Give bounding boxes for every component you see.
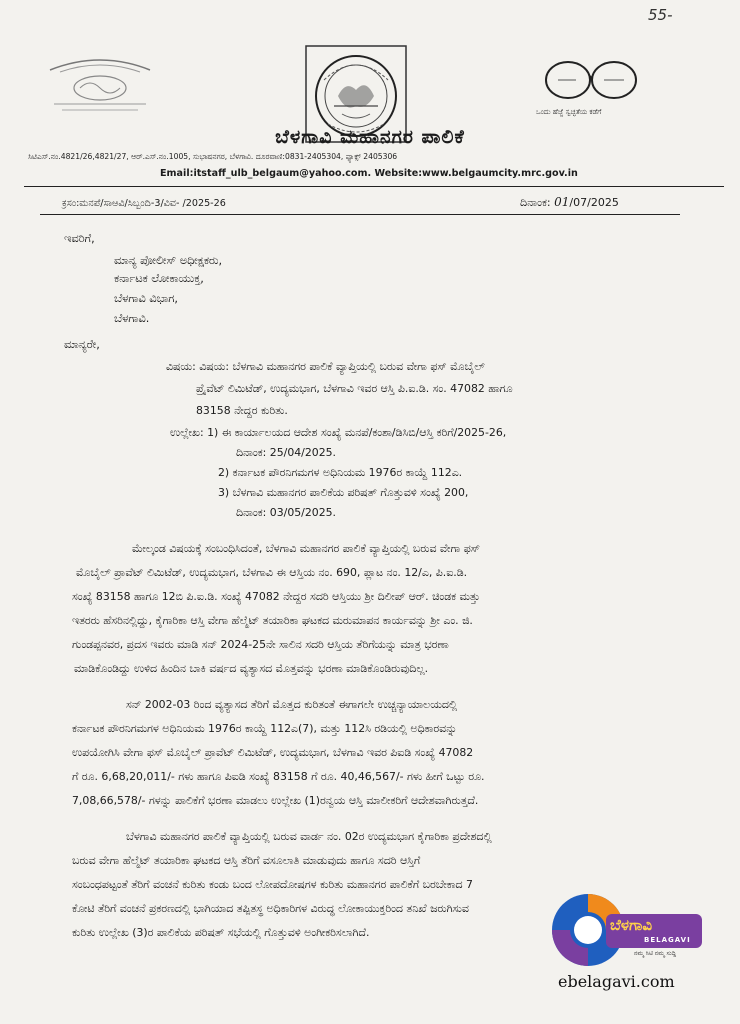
- emblem-caption: ಒಂದು ಹೆಜ್ಜೆ ಸ್ವಚ್ಛತೆಯ ಕಡೆಗೆ: [536, 108, 602, 116]
- date-month-year: /07/2025: [569, 196, 619, 209]
- office-title: ಬೆಳಗಾವಿ ಮಹಾನಗರ ಪಾಲಿಕೆ: [275, 126, 465, 148]
- para1-line: ಮೊಬೈಲ್ ಪ್ರಾವೆಟ್ ಲಿಮಿಟೆಡ್, ಉದ್ಯಮಭಾಗ, ಬೆಳಗಾವಿ ಈ ಆಸ್ತಿಯ ನಂ. 690, ಪ್ಲಾಟ ನಂ. 12/ಎ, ಪಿ.ಐ.ಡಿ.: [76, 566, 468, 579]
- para1-line: ಗುಂಡಪ್ಪನವರ, ಪ್ರದಸ ಇವರು ಮಾಡಿ ಸನ್ 2024-25ನೇ ಸಾಲಿನ ಸದರಿ ಆಸ್ತಿಯ ತೆರಿಗೆಯನ್ನು ಮಾತ್ರ ಭರಣಾ: [72, 638, 449, 651]
- to-label: ಇವರಿಗೆ,: [64, 232, 95, 245]
- para1-line: ಇತರರು ಹೆಸರಿನಲ್ಲಿದ್ದು, ಕೈಗಾರಿಕಾ ಆಸ್ತಿ ವೇಗಾ ಹೆಲ್ಮೆಟ್ ತಯಾರಿಕಾ ಘಟಕದ ಮರುಮಾಪನ ಕಾರ್ಯವನ್ನು ಶ್ರೀ ಎಂ. ಜಿ.: [72, 614, 473, 627]
- margin-scrawl: 55-: [648, 6, 673, 24]
- date-label: ದಿನಾಂಕ:: [520, 196, 551, 209]
- addressee-line: ಬೆಳಗಾವಿ ವಿಭಾಗ,: [114, 292, 178, 305]
- subject-line: ಪ್ರೈವೆಟ್ ಲಿಮಿಟೆಡ್, ಉದ್ಯಮಭಾಗ, ಬೆಳಗಾವಿ ಇವರ ಆಸ್ತಿ ಪಿ.ಐ.ಡಿ. ಸಂ. 47082 ಹಾಗೂ: [196, 382, 513, 395]
- para3-line: ಬೆಳಗಾವಿ ಮಹಾನಗರ ಪಾಲಿಕೆ ವ್ಯಾಪ್ತಿಯಲ್ಲಿ ಬರುವ ವಾರ್ಡ ನಂ. 02ರ ಉದ್ಯಮಭಾಗ ಕೈಗಾರಿಕಾ ಪ್ರದೇಶದಲ್ಲಿ: [126, 830, 492, 843]
- para1-line: ಸಂಖ್ಯೆ 83158 ಹಾಗೂ 12ಬಿ ಪಿ.ಐ.ಡಿ. ಸಂಖ್ಯೆ 47082 ನೇದ್ದರ ಸದರಿ ಆಸ್ತಿಯು ಶ್ರೀ ದಿಲೀಪ್ ಆರ್. ಚಿಂಡಕ ಮತ್ತು: [72, 590, 481, 603]
- para2-line: ಕರ್ನಾಟಕ ಪೌರನಿಗಮಗಳ ಅಧಿನಿಯಮ 1976ರ ಕಾಯ್ದೆ 112ಎ(7), ಮತ್ತು 112ಸಿ ರಡಿಯಲ್ಲಿ ಅಧಿಕಾರವನ್ನು: [72, 722, 458, 735]
- reference-line: 2) ಕರ್ನಾಟಕ ಪೌರನಿಗಮಗಳ ಅಧಿನಿಯಮ 1976ರ ಕಾಯ್ದೆ 112ಎ.: [218, 466, 463, 479]
- reference-line: 3) ಬೆಳಗಾವಿ ಮಹಾನಗರ ಪಾಲಿಕೆಯ ಪರಿಷತ್ ಗೊತ್ತುವಳಿ ಸಂಖ್ಯೆ 200,: [218, 486, 469, 499]
- logo-text-kannada: ಬೆಳಗಾವಿ: [610, 916, 653, 934]
- addressee-line: ಮಾನ್ಯ ಪೋಲೀಸ್ ಅಧೀಕ್ಷಕರು,: [114, 254, 223, 267]
- logo-tagline: ನಮ್ಮ ಸಿಟಿ ನಮ್ಮ ಸುದ್ದಿ: [634, 950, 677, 957]
- reference-line: ದಿನಾಂಕ: 03/05/2025.: [236, 506, 337, 519]
- reference-line: ಉಲ್ಲೇಖ: 1) ಈ ಕಾರ್ಯಾಲಯದ ಆದೇಶ ಸಂಖ್ಯೆ ಮನಪೆ/ಕಂಶಾ/ಡಿಸಿಬಿ/ಆಸ್ತಿ ಕರಿಗೆ/2025-26,: [170, 426, 507, 439]
- address-line: ಸಿಟಿಎಸ್.ನಂ.4821/26,4821/27, ಆರ್.ಎಸ್.ನಂ.1005, ಸುಭಾಷನಗರ, ಬೆಳಗಾವಿ. ದೂರವಾಣಿ:0831-2405304, ಫ್ಯಾಕ್ಸ್ 2405306: [28, 152, 398, 161]
- para3-line: ಬರುವ ವೇಗಾ ಹೆಲ್ಮೆಟ್ ತಯಾರಿಕಾ ಘಟಕದ ಆಸ್ತಿ ತೆರಿಗೆ ವಸೂಲಾತಿ ಮಾಡುವುದು ಹಾಗೂ ಸದರಿ ಆಸ್ತಿಗೆ: [72, 854, 421, 867]
- addressee-line: ಬೆಳಗಾವಿ.: [114, 312, 150, 325]
- logo-text-english: BELAGAVI: [644, 936, 691, 944]
- para1-line: ಮಾಡಿಕೊಂಡಿದ್ದು ಉಳಿದ ಹಿಂದಿನ ಬಾಕಿ ವರ್ಷದ ವ್ಯತ್ಯಾಸದ ಮೊತ್ತವನ್ನು ಭರಣಾ ಮಾಡಿಕೊಂಡಿರುವುದಿಲ್ಲ.: [74, 662, 429, 675]
- para2-line: ಉಪಯೋಗಿಸಿ ವೇಗಾ ಫಸ್ ಮೊಬೈಲ್ ಪ್ರಾವೆಟ್ ಲಿಮಿಟೆಡ್, ಉದ್ಯಮಭಾಗ, ಬೆಳಗಾವಿ ಇವರ ಪಿಐಡಿ ಸಂಖ್ಯೆ 47082: [72, 746, 474, 759]
- salutation: ಮಾನ್ಯರೇ,: [64, 338, 100, 351]
- reference-line: ದಿನಾಂಕ: 25/04/2025.: [236, 446, 337, 459]
- para2-line: ಸನ್ 2002-03 ರಿಂದ ವ್ಯತ್ಯಾಸದ ತೆರಿಗೆ ಮೊತ್ತದ ಕುರಿತಂತೆ ಈಗಾಗಲೇ ಉಚ್ಚನ್ಯಾಯಾಲಯದಲ್ಲಿ: [126, 698, 458, 711]
- header-rule: [24, 186, 724, 187]
- para3-line: ಕೋಟಿ ತೆರಿಗೆ ವಂಚನೆ ಪ್ರಕರಣದಲ್ಲಿ ಭಾಗಿಯಾದ ತಪ್ಪಿತಸ್ಥ ಅಧಿಕಾರಿಗಳ ವಿರುದ್ಧ ಲೋಕಾಯುಕ್ತರಿಂದ ತನಿಖೆ ಜರುಗಿಸುವ: [72, 902, 469, 915]
- para3-line: ಸಂಬಂಧಪಟ್ಟಂತೆ ತೆರಿಗೆ ವಂಚನೆ ಕುರಿತು ಕಂಡು ಬಂದ ಲೋಪದೋಷಗಳ ಕುರಿತು ಮಹಾನಗರ ಪಾಲಿಕೆಗೆ ಬರಬೇಕಾದ 7: [72, 878, 473, 891]
- left-emblem-icon: [40, 48, 160, 118]
- date-day-handwritten: 01: [554, 195, 570, 209]
- addressee-line: ಕರ್ನಾಟಕ ಲೋಕಾಯುಕ್ತ,: [114, 272, 204, 285]
- contact-line: Email:itstaff_ulb_belgaum@yahoo.com. Website:www.belgaumcity.mrc.gov.in: [160, 168, 578, 179]
- para1-line: ಮೇಲ್ಕಂಡ ವಿಷಯಕ್ಕೆ ಸಂಬಂಧಿಸಿದಂತೆ, ಬೆಳಗಾವಿ ಮಹಾನಗರ ಪಾಲಿಕೆ ವ್ಯಾಪ್ತಿಯಲ್ಲಿ ಬರುವ ವೇಗಾ ಫಸ್: [132, 542, 480, 555]
- site-watermark: ebelagavi.com: [558, 972, 675, 991]
- para2-line: 7,08,66,578/- ಗಳನ್ನು ಪಾಲಿಕೆಗೆ ಭರಣಾ ಮಾಡಲು ಉಲ್ಲೇಖ (1)ರನ್ವಯ ಆಸ್ತಿ ಮಾಲೀಕರಿಗೆ ಆದೇಶವಾಗಿರುತ್ತದೆ.: [72, 794, 479, 807]
- subject-line: ವಿಷಯ: ವಿಷಯ: ಬೆಳಗಾವಿ ಮಹಾನಗರ ಪಾಲಿಕೆ ವ್ಯಾಪ್ತಿಯಲ್ಲಿ ಬರುವ ವೇಗಾ ಫಸ್ ಮೊಬೈಲ್: [166, 360, 485, 373]
- ref-rule: [40, 214, 680, 215]
- ebelagavi-logo: [548, 890, 708, 968]
- letter-date: [520, 195, 619, 210]
- para2-line: ಗೆ ರೂ. 6,68,20,011/- ಗಳು ಹಾಗೂ ಪಿಐಡಿ ಸಂಖ್ಯೆ 83158 ಗೆ ರೂ. 40,46,567/- ಗಳು ಹೀಗೆ ಒಟ್ಟು ರೂ.: [72, 770, 485, 783]
- reference-number: ಕ್ರಸಂ:ಮನಪೆ/ಸಾಆವಿ/ಸಿಬ್ಬಂದಿ-3/ವಿವ- /2025-26: [62, 198, 226, 209]
- para3-line: ಕುರಿತು ಉಲ್ಲೇಖ (3)ರ ಪಾಲಿಕೆಯ ಪರಿಷತ್ ಸಭೆಯಲ್ಲಿ ಗೊತ್ತುವಳಿ ಅಂಗೀಕರಿಸಲಾಗಿದೆ.: [72, 926, 370, 939]
- subject-line: 83158 ನೇದ್ದರ ಕುರಿತು.: [196, 404, 288, 417]
